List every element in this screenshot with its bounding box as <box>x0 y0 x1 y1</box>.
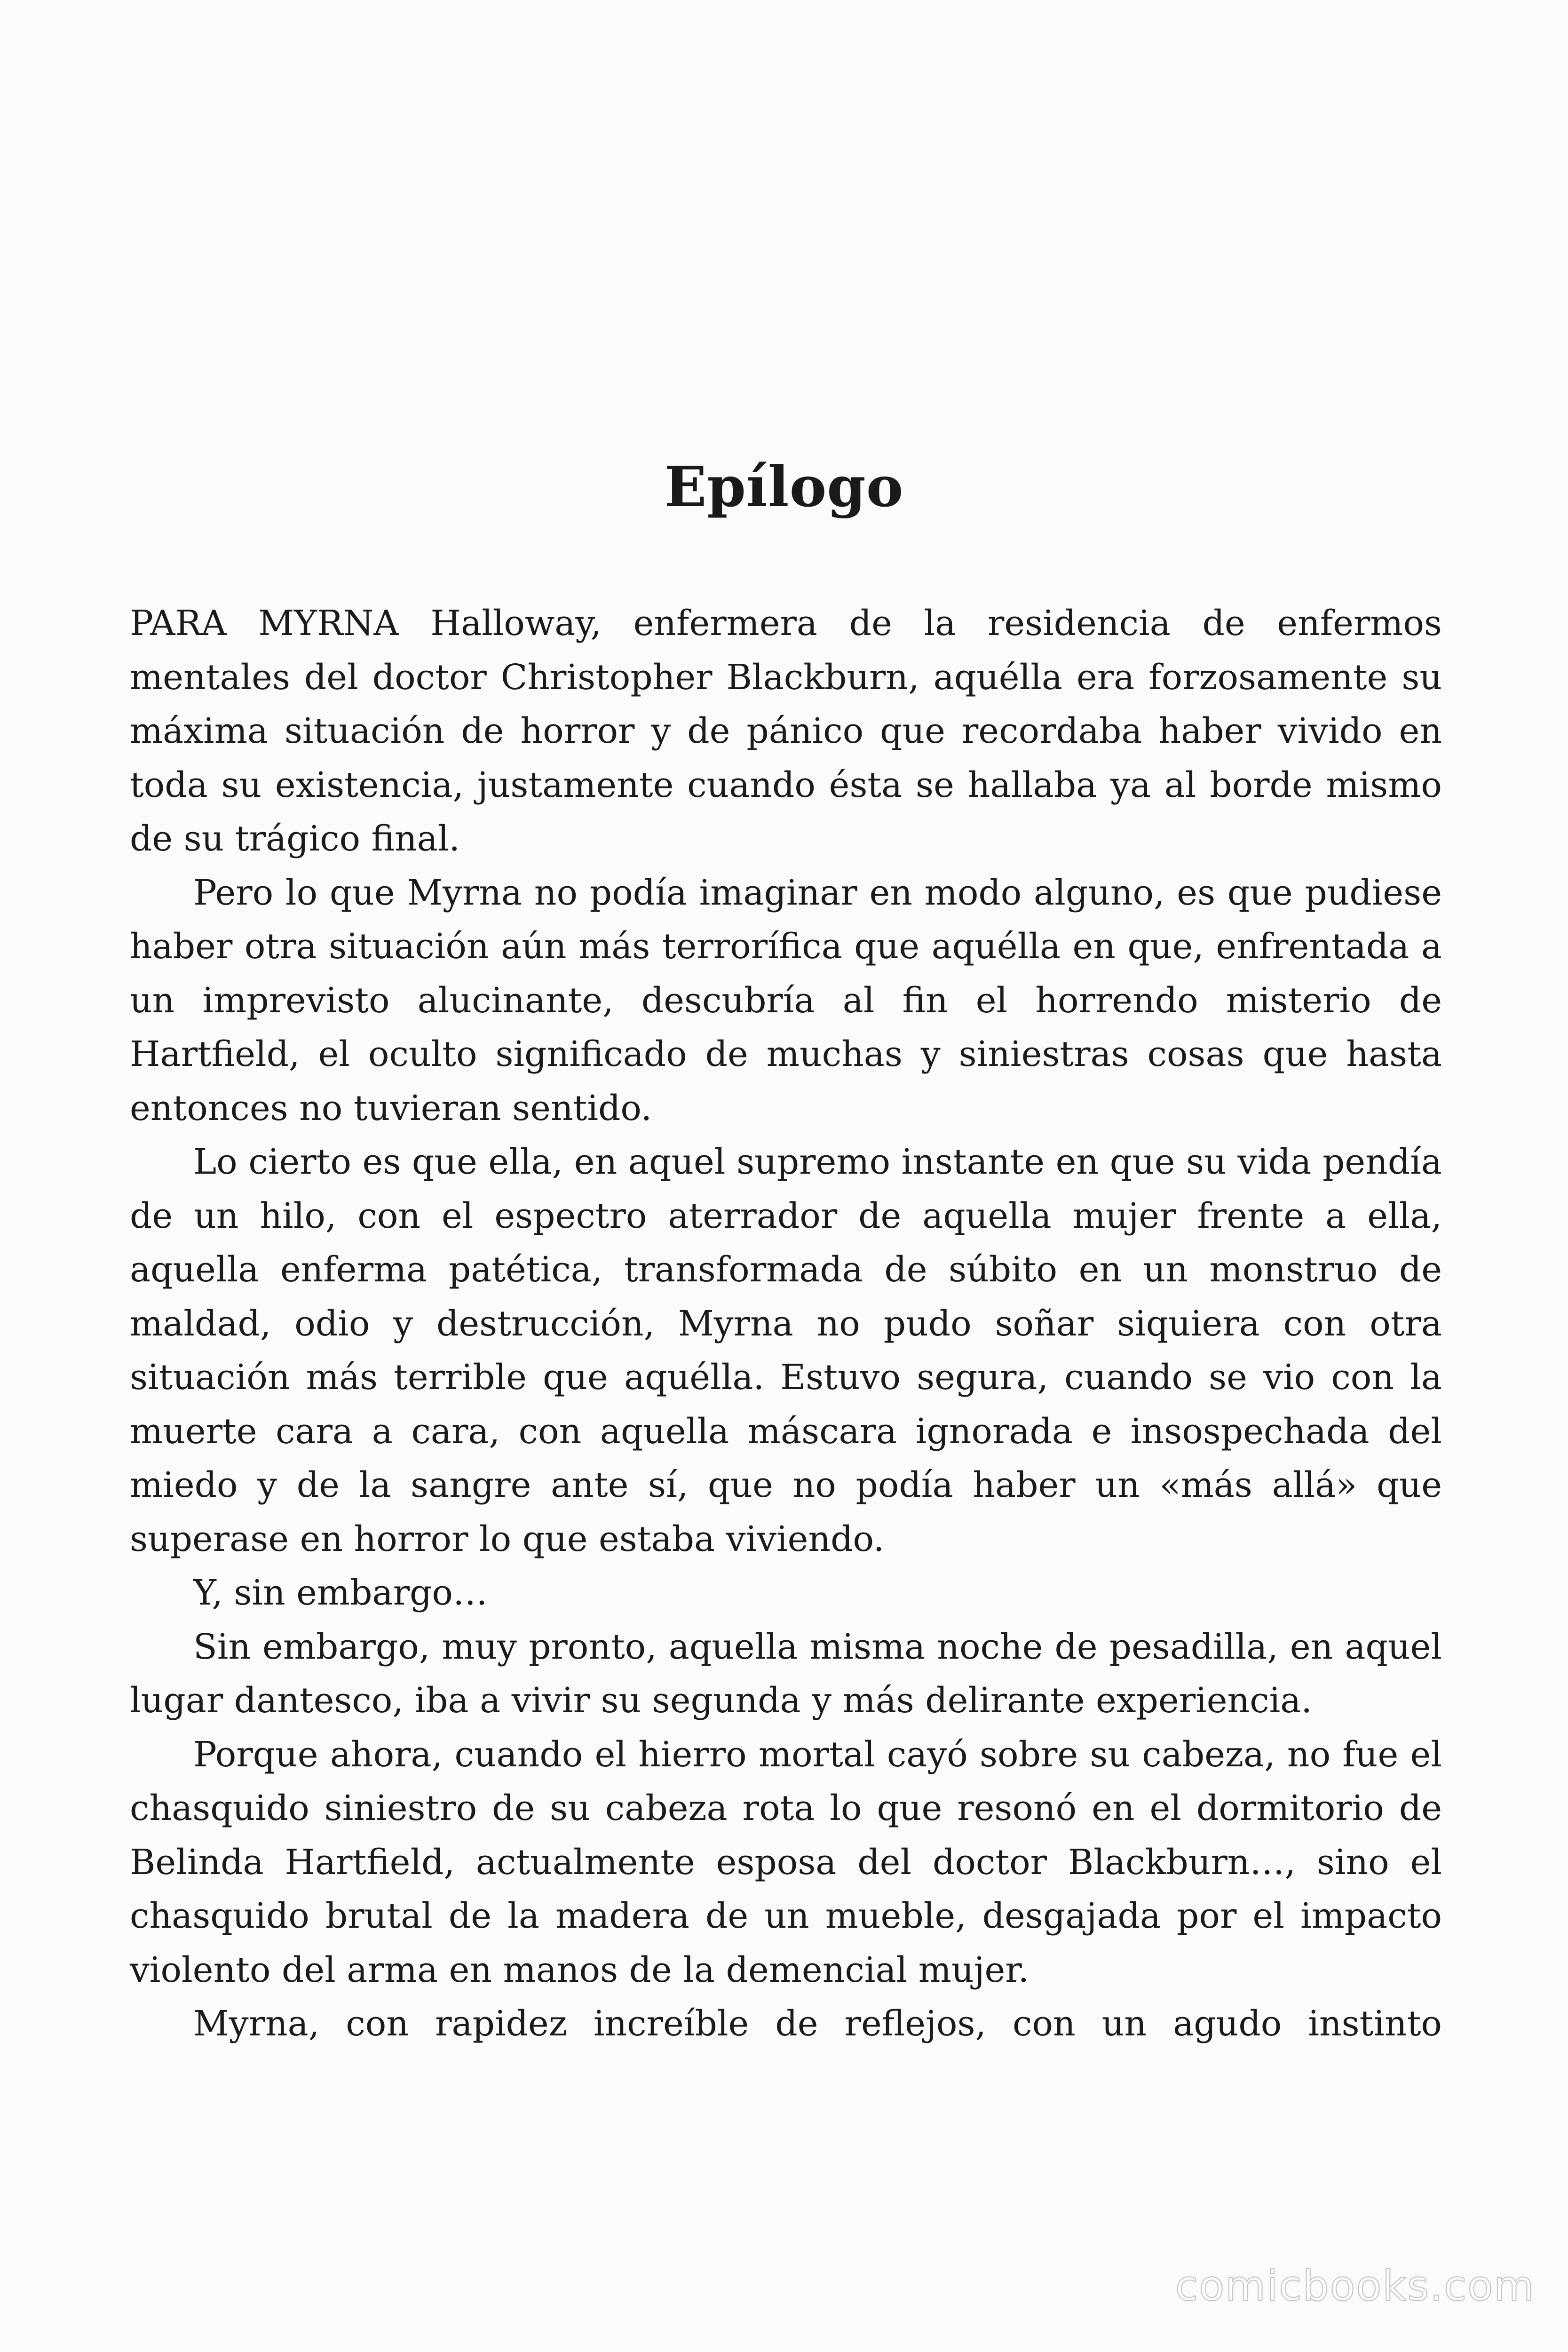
paragraph: Pero lo que Myrna no podía imaginar en modo alguno, es que pudiese haber otra situación aún más terrorífica que aquélla en que, enfrentada a un imprevisto alucinante, descubría al fin el horrendo misterio de Hartfield, el oculto significado de muchas y siniestras cosas que hasta entonces no tuvieran sentido. <box>130 872 1442 1128</box>
paragraph: Porque ahora, cuando el hierro mortal cayó sobre su cabeza, no fue el chasquido siniestro de su cabeza rota lo que resonó en el dormitorio de Belinda Hartfield, actualmente esposa del doctor Blackburn…, sino el chasquido brutal de la madera de un mueble, desgajada por el impacto violento del arma en manos de la demencial mujer. <box>130 1734 1442 1990</box>
body-text <box>130 596 1442 2051</box>
paragraph: Sin embargo, muy pronto, aquella misma noche de pesadilla, en aquel lugar dantesco, iba a vivir su segunda y más delirante experiencia. <box>130 1626 1442 1721</box>
watermark: comicbooks.com <box>1175 2262 1535 2310</box>
chapter-title: Epílogo <box>664 454 904 519</box>
paragraph: Y, sin embargo… <box>193 1573 488 1613</box>
paragraph-last-line: Myrna, con rapidez increíble de reflejos, con un agudo instinto <box>193 2003 1442 2044</box>
paragraph: Lo cierto es que ella, en aquel supremo instante en que su vida pendía de un hilo, con el espectro aterrador de aquella mujer frente a ella, aquella enferma patética, transformada de súbito en un monstruo de maldad, odio y destrucción, Myrna no pudo soñar siquiera con otra situación más terrible que aquélla. Estuvo segura, cuando se vio con la muerte cara a cara, con aquella máscara ignorada e insospechada del miedo y de la sangre ante sí, que no podía haber un «más allá» que superase en horror lo que estaba viviendo. <box>130 1142 1442 1559</box>
paragraph: PARA MYRNA Halloway, enfermera de la residencia de enfermos mentales del doctor Christopher Blackburn, aquélla era forzosamente su máxima situación de horror y de pánico que recordaba haber vivido en toda su existencia, justamente cuando ésta se hallaba ya al borde mismo de su trágico final. <box>130 603 1442 859</box>
